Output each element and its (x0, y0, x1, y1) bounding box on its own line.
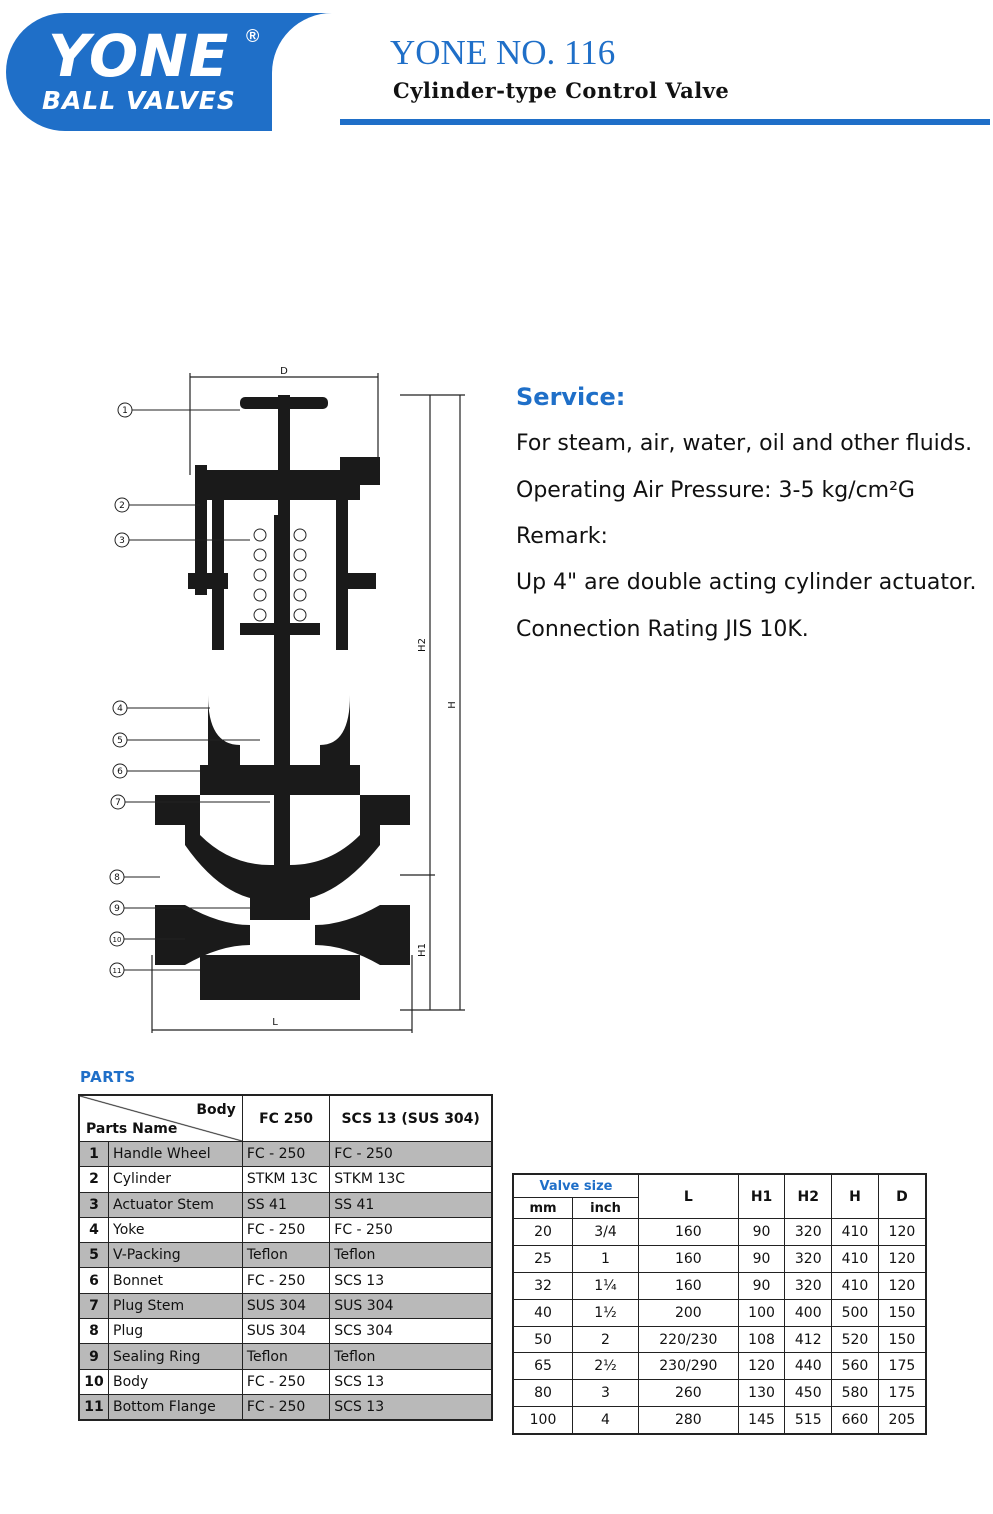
dim-h2: 515 (785, 1407, 832, 1434)
table-row (513, 1407, 926, 1434)
dim-h2: 400 (785, 1299, 832, 1326)
col-header-d: D (878, 1174, 926, 1219)
logo-text: YONE (48, 22, 230, 90)
material-fc250: FC - 250 (242, 1394, 329, 1420)
dim-h: 580 (832, 1380, 879, 1407)
part-number: 7 (79, 1293, 109, 1318)
col-header-h1: H1 (738, 1174, 785, 1219)
dim-l: 160 (638, 1245, 738, 1272)
part-number: 5 (79, 1243, 109, 1268)
header-rule (340, 119, 990, 125)
dim-d: 175 (878, 1380, 926, 1407)
size-mm: 50 (513, 1326, 573, 1353)
part-name: Bonnet (109, 1268, 243, 1293)
dim-d: 205 (878, 1407, 926, 1434)
dim-h1: 120 (738, 1353, 785, 1380)
dim-l: 160 (638, 1219, 738, 1246)
material-scs13: FC - 250 (330, 1217, 492, 1242)
table-row (79, 1344, 492, 1369)
dim-h: 500 (832, 1299, 879, 1326)
part-name: Actuator Stem (109, 1192, 243, 1217)
corner-parts-label: Parts Name (86, 1121, 178, 1137)
service-line-actuator: Up 4" are double acting cylinder actuator. (516, 570, 977, 595)
dim-d: 120 (878, 1219, 926, 1246)
dim-h2: 412 (785, 1326, 832, 1353)
col-header-h: H (832, 1174, 879, 1219)
dim-l: 280 (638, 1407, 738, 1434)
part-name: Plug Stem (109, 1293, 243, 1318)
callout-4: 4 (117, 704, 123, 714)
size-mm: 40 (513, 1299, 573, 1326)
service-line-rating: Connection Rating JIS 10K. (516, 617, 809, 642)
dim-h2: 320 (785, 1272, 832, 1299)
dim-l: 160 (638, 1272, 738, 1299)
material-scs13: SS 41 (330, 1192, 492, 1217)
col-header-scs13: SCS 13 (SUS 304) (330, 1095, 492, 1142)
dim-l: 200 (638, 1299, 738, 1326)
dim-h2: 320 (785, 1245, 832, 1272)
part-name: V-Packing (109, 1243, 243, 1268)
material-fc250: FC - 250 (242, 1217, 329, 1242)
col-header-inch: inch (573, 1198, 639, 1219)
dim-h2: 450 (785, 1380, 832, 1407)
table-row (513, 1326, 926, 1353)
col-header-fc250: FC 250 (242, 1095, 329, 1142)
table-row (513, 1299, 926, 1326)
material-fc250: FC - 250 (242, 1369, 329, 1394)
table-row (79, 1369, 492, 1394)
part-name: Bottom Flange (109, 1394, 243, 1420)
part-name: Sealing Ring (109, 1344, 243, 1369)
table-row (513, 1245, 926, 1272)
size-mm: 100 (513, 1407, 573, 1434)
size-inch: 3 (573, 1380, 639, 1407)
service-heading: Service: (516, 383, 626, 411)
dim-h1: 100 (738, 1299, 785, 1326)
page-title: YONE NO. 116 (390, 33, 616, 72)
size-mm: 80 (513, 1380, 573, 1407)
dim-h2: 320 (785, 1219, 832, 1246)
size-inch: 2½ (573, 1353, 639, 1380)
material-fc250: Teflon (242, 1243, 329, 1268)
dimensions-header-row (513, 1174, 926, 1198)
size-inch: 1 (573, 1245, 639, 1272)
dim-d: 175 (878, 1353, 926, 1380)
table-row (79, 1192, 492, 1217)
part-name: Yoke (109, 1217, 243, 1242)
dim-d: 150 (878, 1326, 926, 1353)
size-mm: 65 (513, 1353, 573, 1380)
dim-h: 660 (832, 1407, 879, 1434)
part-number: 11 (79, 1394, 109, 1420)
page-subtitle: Cylinder-type Control Valve (393, 78, 730, 103)
col-header-l: L (638, 1174, 738, 1219)
material-scs13: SCS 13 (330, 1268, 492, 1293)
dim-h-label: H (447, 701, 458, 709)
parts-header-row (79, 1095, 492, 1142)
size-inch: 1¼ (573, 1272, 639, 1299)
parts-corner-header (79, 1095, 242, 1142)
size-inch: 1½ (573, 1299, 639, 1326)
dim-d-label: D (280, 366, 288, 377)
material-fc250: SUS 304 (242, 1319, 329, 1344)
table-row (79, 1293, 492, 1318)
part-name: Body (109, 1369, 243, 1394)
size-inch: 3/4 (573, 1219, 639, 1246)
material-fc250: Teflon (242, 1344, 329, 1369)
part-number: 10 (79, 1369, 109, 1394)
dim-l-label: L (272, 1017, 278, 1028)
registered-mark: ® (246, 26, 260, 46)
callout-10: 10 (112, 936, 122, 944)
valve-size-header: Valve size (513, 1174, 638, 1198)
part-number: 6 (79, 1268, 109, 1293)
material-scs13: SCS 304 (330, 1319, 492, 1344)
parts-table (78, 1094, 493, 1421)
dim-h1-label: H1 (417, 943, 428, 957)
dim-h: 410 (832, 1245, 879, 1272)
dim-h2-label: H2 (417, 638, 428, 652)
callout-3: 3 (119, 536, 125, 546)
callout-2: 2 (119, 501, 125, 511)
callout-11: 11 (112, 967, 122, 975)
dim-l: 230/290 (638, 1353, 738, 1380)
dim-h: 410 (832, 1219, 879, 1246)
material-fc250: STKM 13C (242, 1167, 329, 1192)
dim-d: 120 (878, 1245, 926, 1272)
material-fc250: FC - 250 (242, 1142, 329, 1167)
part-number: 3 (79, 1192, 109, 1217)
col-header-h2: H2 (785, 1174, 832, 1219)
dim-d: 150 (878, 1299, 926, 1326)
dim-h: 560 (832, 1353, 879, 1380)
dimensions-table (512, 1173, 927, 1435)
table-row (79, 1394, 492, 1420)
dim-l: 260 (638, 1380, 738, 1407)
dim-h1: 145 (738, 1407, 785, 1434)
col-header-mm: mm (513, 1198, 573, 1219)
dim-h1: 108 (738, 1326, 785, 1353)
table-row (79, 1268, 492, 1293)
dim-h1: 90 (738, 1272, 785, 1299)
dim-h: 520 (832, 1326, 879, 1353)
size-mm: 20 (513, 1219, 573, 1246)
material-scs13: SCS 13 (330, 1394, 492, 1420)
dim-h1: 90 (738, 1245, 785, 1272)
table-row (79, 1167, 492, 1192)
valve-cross-section-drawing (100, 365, 480, 1035)
part-name: Cylinder (109, 1167, 243, 1192)
table-row (513, 1353, 926, 1380)
material-scs13: Teflon (330, 1243, 492, 1268)
material-fc250: SS 41 (242, 1192, 329, 1217)
service-line-pressure: Operating Air Pressure: 3-5 kg/cm²G (516, 478, 915, 503)
table-row (79, 1243, 492, 1268)
service-line-fluids: For steam, air, water, oil and other fluids. (516, 431, 973, 456)
material-fc250: FC - 250 (242, 1268, 329, 1293)
part-number: 1 (79, 1142, 109, 1167)
size-inch: 2 (573, 1326, 639, 1353)
callout-6: 6 (117, 767, 123, 777)
table-row (513, 1272, 926, 1299)
material-scs13: Teflon (330, 1344, 492, 1369)
dim-h1: 90 (738, 1219, 785, 1246)
callout-7: 7 (115, 798, 121, 808)
dim-d: 120 (878, 1272, 926, 1299)
table-row (79, 1217, 492, 1242)
table-row (513, 1380, 926, 1407)
callout-1: 1 (122, 406, 128, 416)
material-scs13: STKM 13C (330, 1167, 492, 1192)
table-row (79, 1142, 492, 1167)
callout-9: 9 (114, 904, 120, 914)
size-mm: 32 (513, 1272, 573, 1299)
material-scs13: SCS 13 (330, 1369, 492, 1394)
corner-body-label: Body (196, 1102, 236, 1118)
dim-l: 220/230 (638, 1326, 738, 1353)
dim-h2: 440 (785, 1353, 832, 1380)
part-name: Plug (109, 1319, 243, 1344)
part-number: 9 (79, 1344, 109, 1369)
parts-heading: PARTS (80, 1068, 136, 1086)
size-mm: 25 (513, 1245, 573, 1272)
callout-8: 8 (114, 873, 120, 883)
service-line-remark: Remark: (516, 524, 608, 549)
dim-h: 410 (832, 1272, 879, 1299)
part-number: 4 (79, 1217, 109, 1242)
material-scs13: SUS 304 (330, 1293, 492, 1318)
table-row (513, 1219, 926, 1246)
material-fc250: SUS 304 (242, 1293, 329, 1318)
part-number: 2 (79, 1167, 109, 1192)
part-name: Handle Wheel (109, 1142, 243, 1167)
table-row (79, 1319, 492, 1344)
size-inch: 4 (573, 1407, 639, 1434)
logo-subtext: BALL VALVES (42, 86, 236, 115)
part-number: 8 (79, 1319, 109, 1344)
callout-5: 5 (117, 736, 123, 746)
material-scs13: FC - 250 (330, 1142, 492, 1167)
dim-h1: 130 (738, 1380, 785, 1407)
